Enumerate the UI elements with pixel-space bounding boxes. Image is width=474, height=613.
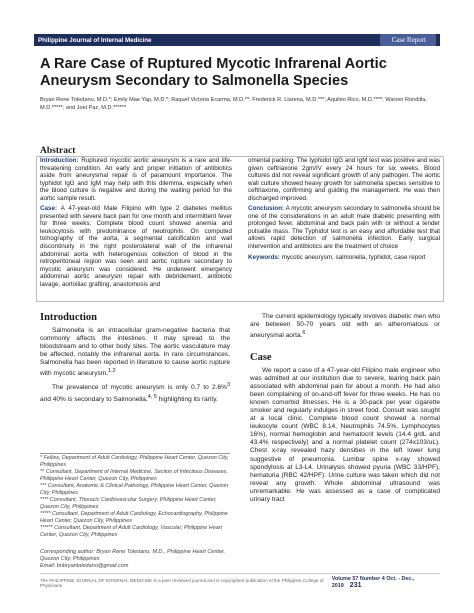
correspondence [40, 549, 230, 569]
abstract-conclusion-label: Conclusion: [248, 205, 285, 213]
introduction-paragraph-2 [40, 381, 230, 403]
affiliation-footnote: ***** Consultant, Department of Adult Cardiology, Echocardiography, Philippine Heart Center, Quezon City, Philippines [40, 511, 228, 524]
introduction-p2-text: The prevalence of mycotic aneurysm is only 0.7 to 2.6% [52, 384, 227, 392]
page-number: 231 [349, 582, 362, 589]
abstract-case-text: A 47-year-old Male Filipino with type 2 diabetes mellitus presented with severe back pain for one month and intermittent fever for three weeks. Complete blood count showed anemia and leukocytosis with predominance of neutrophils. On computed tomography of the aorta, a segmental calcification and wall discontinuity in the right posterolateral wall of the infrarenal abdominal aorta with heterogenous collection of blood in the retroperitoneal region was seen and aortic rupture secondary to mycotic aneurysm was considered. He underwent emergency abdominal aortic aneurysm repair with debridement, antibiotic lavage, aortoiliac grafting, anastomosis and [40, 205, 232, 288]
abstract-right-column [248, 157, 440, 264]
affiliation-footnote: **** Consultant, Thoracic Cardiovascular Surgery, Philippine Heart Center, Quezon City, Philippines [40, 497, 217, 510]
journal-name: Philippine Journal of Internal Medicine [38, 36, 152, 44]
footer-volume: Volume 57 Number 4 Oct. - Dec., 2019 [331, 576, 415, 589]
abstract-heading: Abstract [40, 146, 76, 156]
abstract-intro-label: Introduction: [40, 157, 79, 164]
author-affiliations [40, 455, 230, 539]
introduction-p1-text: Salmonella is an intracellular gram-negative bacteria that commonly affects the intestines. It may spread to the bloodstream and to other body sites. The aortic vasculature may be affected, notably the infrarenal aorta. In rare circumstances, Salmonella has been reported in literature to cause aortic rupture with mycotic aneurysm. [40, 327, 230, 378]
correspondence-author: Corresponding author: Bryan Rene Toledano, M.D., Philippine Heart Center, Quezon City, Philippines [40, 549, 226, 562]
introduction-p2-ref1: 3 [226, 382, 230, 389]
author-list: Bryan Rene Toledano, M.D.*; Emily Mae Yap, M.D.*; Raquel Victoria Ecarma, M.D.**; Frederick R. Llarena, M.D.***; Aquileo Rico, M.D.****; Warren Rondilla, M.D.*****; and Joel Paz, M.D.****** [40, 97, 427, 111]
case-body [250, 367, 440, 507]
introduction-paragraph-3 [250, 313, 440, 340]
affiliation-footnote: *** Consultant, Anatomic & Clinical Pathology, Philippine Heart Center, Quezon City, Philippines [40, 483, 229, 496]
introduction-paragraph-1 [40, 327, 230, 378]
case-heading: Case [250, 352, 272, 363]
abstract-keywords [248, 254, 440, 262]
footer-copyright: The PHILIPPINE JOURNAL OF INTERNAL MEDICINE is a peer reviewed journal and is copyrighted publication of the Philippine College of Physicians [40, 577, 324, 588]
introduction-body [40, 327, 230, 407]
introduction-heading: Introduction [40, 312, 97, 323]
correspondence-email: Email: bnbryantoledano@gmail.com [40, 562, 129, 569]
introduction-p2-end: highlighting its rarity. [156, 395, 218, 403]
introduction-p3-text: The current epidemiology typically involves diabetic men who are between 50-70 years old with an atheromatous or aneurysmal aorta. [250, 313, 440, 340]
abstract-conclusion-text: A mycotic aneurysm secondary to salmonella should be one of the considerations in an adult male diabetic presenting with prolonged fever, abdominal and back pain with or without a tender pulsatile mass. The Typhidot test is an easy and affordable test that allows rapid detection of salmonella infection. Early surgical intervention and antibiotics are the treatment of choice [248, 205, 440, 251]
affiliation-footnote: * Fellow, Department of Adult Cardiology, Philippine Heart Center, Quezon City, Philippines [40, 455, 229, 468]
abstract-intro-text: Ruptured mycotic aortic aneurysm is a rare and life-threatening condition. An early and proper initiation of antibiotics aside from aneurysmal repair is of paramount importance. The typhidot IgG and IgM may help with this dilemma, especially when the blood culture is negative and during the waiting period for the aortic sample result. [40, 157, 232, 202]
introduction-p1-ref: 1,2 [108, 368, 116, 375]
affiliation-footnote: ** Consultant, Department of Internal Medicine, Section of Infectious Diseases, Philippine Heart Center, Quezon City, Philippines [40, 469, 228, 482]
introduction-p2-mid: and 40% is secondary to Salmonella, [40, 395, 148, 403]
abstract-case-continued: omental packing. The typhidot IgG and IgM test was positive and was given ceftriaxone 2gm/IV every 24 hours for six weeks. Blood cultures did not reveal significant growth of any pathogen. The aortic wall culture showed heavy growth for salmonella species sensitive to ceftriaxone, confirming and guiding the management. He was then discharged improved. [248, 157, 441, 202]
introduction-p2-ref2: 4, 5 [147, 393, 157, 400]
introduction-continued [250, 313, 440, 343]
introduction-p3-ref: 6 [302, 330, 306, 337]
abstract-introduction [40, 157, 232, 202]
case-paragraph: We report a case of a 47-year-old Filipino male engineer who was admitted at our institution due to severe, tearing back pain associated with abdominal pain for about a month. He had also been complaining of on-and-off fever for three weeks. He has no known comorbid illnesses. He is a 30-pack per year cigarette smoker and regularly indulges in street food. Consult was sought at a local clinic. Complete blood count showed a normal leukocyte count (WBC 8.14, Neutrophils 74.5%, Lymphocytes 16%), normal hemoglobin and hematocrit levels (14.4 g/dL and 43.4% respectively) and a normal platelet count (274x103/uL). Chest x-ray revealed hazy densities in the left lower lung suggestive of pneumonia. Lumbar spine x-ray showed spondylosis at L3-L4. Urinalysis showed pyuria (WBC 33/HPF), hematuria (RBC 42/HPF). Urine culture was taken which did not reveal any growth. Whole abdominal ultrasound was unremarkable. He was assessed as a case of complicated urinary tract [250, 367, 440, 503]
footnote-divider [40, 453, 230, 454]
abstract-conclusion [248, 205, 440, 250]
affiliation-footnote: ****** Consultant, Department of Adult Cardiology, Vascular, Philippine Heart Center, Quezon City, Philippines [40, 525, 222, 538]
page-footer [40, 573, 440, 589]
abstract-keywords-text: mycotic aneurysm, salmonella, typhidot, case report [279, 253, 426, 261]
abstract-case [40, 205, 232, 288]
abstract-left-column [40, 157, 232, 291]
article-title: A Rare Case of Ruptured Mycotic Infrarenal Aortic Aneurysm Secondary to Salmonella Species [40, 56, 387, 89]
article-type: Case Report [380, 34, 436, 46]
abstract-keywords-label: Keywords: [248, 253, 280, 261]
abstract-case-label: Case: [40, 205, 58, 213]
journal-header-bar [34, 34, 440, 46]
